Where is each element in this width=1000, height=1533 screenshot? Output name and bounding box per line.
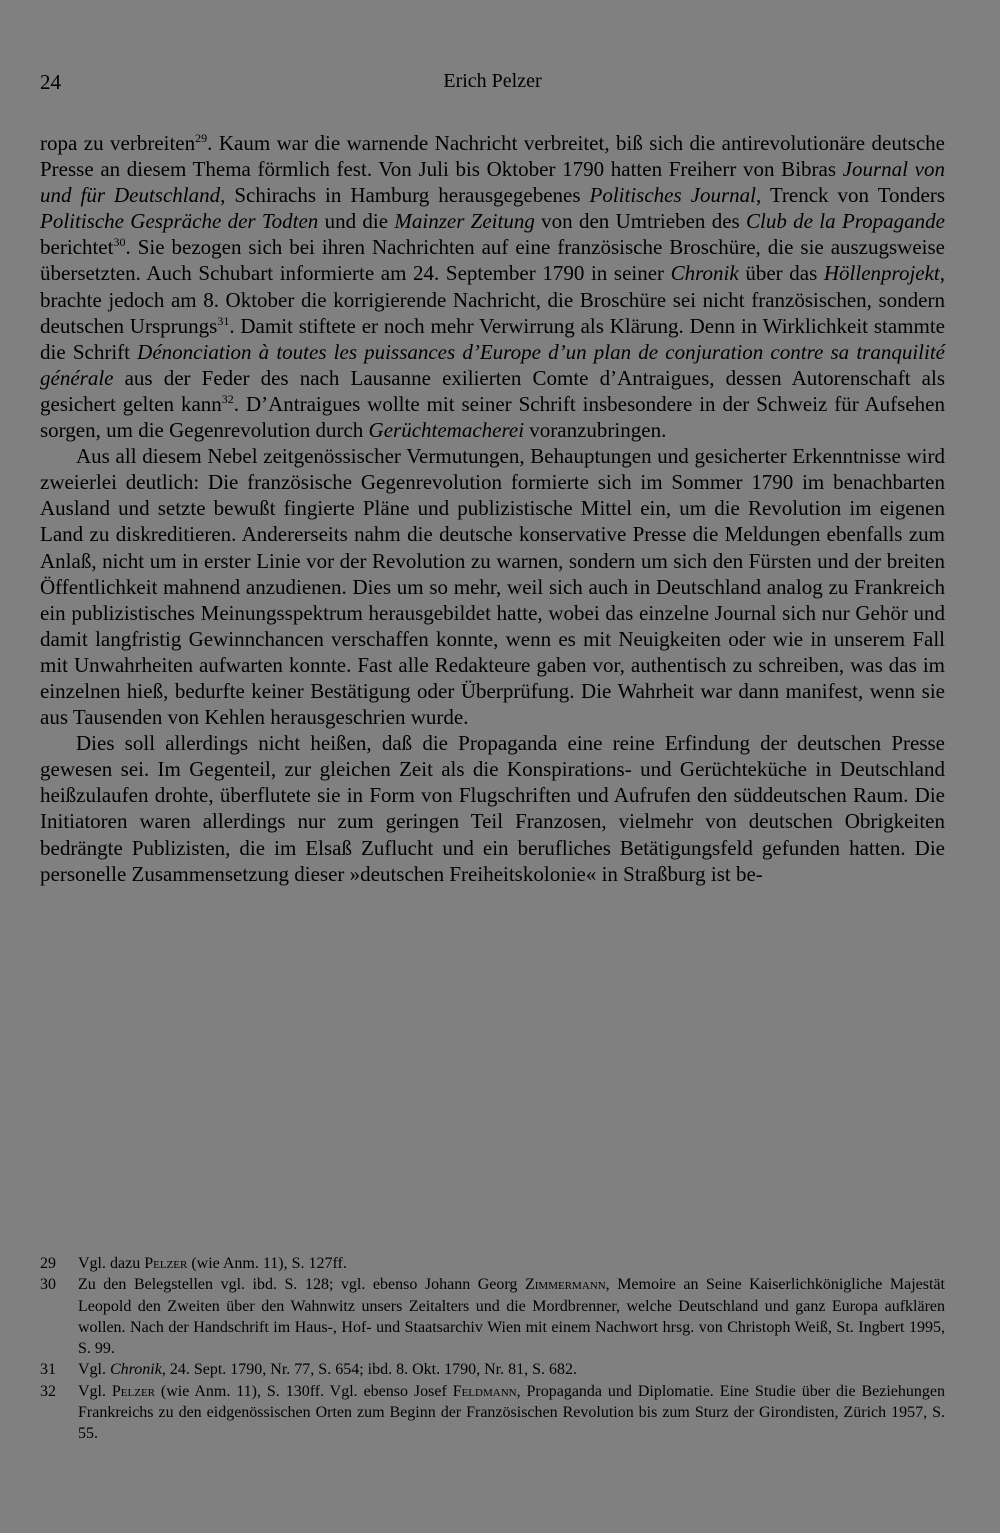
paragraph-3: Dies soll allerdings nicht heißen, daß die Propaganda eine reine Erfindung der deutschen Presse gewesen sei. Im Gegenteil, zur gleichen Zeit als die Konspirations- und Gerüchteküche in Deutschland heißzulaufen drohte, überflutete sie in Form von Flugschriften und Aufrufen den süddeutschen Raum. Die Initiatoren waren allerdings nur zum geringen Teil Franzosen, vielmehr von deutschen Obrigkeiten bedrängte Publizisten, die im Elsaß Zuflucht und ein berufliches Betätigungsfeld gefunden hatten. Die personelle Zusammensetzung dieser »deutschen Freiheitskolonie« in Straßburg ist be-	[40, 731, 945, 886]
italic-title: Club de la Propagande	[746, 209, 945, 234]
text-run: , 24. Sept. 1790, Nr. 77, S. 654; ibd. 8. Okt. 1790, Nr. 81, S. 682.	[161, 1361, 577, 1379]
text-run: Zu den Belegstellen vgl. ibd. S. 128; vgl. ebenso Johann Georg	[78, 1276, 525, 1294]
text-run: Vgl.	[78, 1361, 110, 1379]
text-run: , Schirachs in Hamburg herausgegebenes	[220, 183, 590, 208]
text-run: , Trenck von Tonders	[755, 183, 945, 208]
text-run: von den Umtrieben des	[534, 209, 747, 234]
author-name: Feldmann	[452, 1382, 517, 1400]
text-run: . D’Antraigues wollte mit seiner Schrift insbesondere in der Schweiz für Aufsehen sorgen, um die Gegenrevolution durch	[40, 391, 945, 443]
footnote-ref-32: 32	[221, 391, 234, 406]
footnote-text	[78, 1253, 945, 1274]
paragraph-1	[40, 130, 945, 443]
italic-title: Dénonciation à toutes les puissances d’Europe d’un plan de conjuration contre sa tranquilité générale	[40, 339, 945, 390]
text-run: berichtet	[40, 235, 114, 260]
italic-title: Höllenprojekt	[823, 261, 940, 286]
text-run: ropa zu verbreiten	[40, 131, 196, 155]
footnote-29	[40, 1253, 945, 1274]
text-run: , brachte jedoch am 8. Oktober die korrigierende Nachricht, die Broschüre sei nicht französischen, sondern deutschen Ursprungs	[40, 261, 945, 338]
page-number: 24	[40, 70, 61, 94]
text-run: . Damit stiftete er noch mehr Verwirrung als Klärung. Denn in Wirklichkeit stammte die Schrift	[40, 313, 946, 364]
author-name: Pelzer	[111, 1382, 156, 1400]
text-run: , Memoire an Seine Kaiserlichkönigliche Majestät Leopold den Zweiten über den Wahnwitz unsers Zeitalters und die Mordbrenner, welche Deutschland und ganz Europa aufklären wollen. Nach der Handschrift im Haus-, Hof- und Staatsarchiv Wien mit einem Nachwort hrsg. von Christoph Weiß, St. Ingbert 1995, S. 99.	[78, 1276, 946, 1358]
footnote-number: 31	[40, 1361, 56, 1379]
text-run: (wie Anm. 11), S. 130ff. Vgl. ebenso Josef	[155, 1382, 453, 1400]
author-name: Zimmermann	[524, 1276, 606, 1294]
footnote-32	[40, 1381, 945, 1445]
text-run: (wie Anm. 11), S. 127ff.	[187, 1255, 347, 1272]
footnote-number: 30	[40, 1276, 56, 1294]
text-run: , Propaganda und Diplomatie. Eine Studie über die Beziehungen Frankreichs zu den eidgenössischen Orten zum Beginn der Französischen Revolution bis zum Sturz der Girondisten, Zürich 1957, S. 55.	[78, 1382, 946, 1443]
text-run: voranzubringen.	[524, 418, 667, 443]
italic-title: Chronik	[110, 1361, 162, 1379]
footnote-text	[78, 1381, 945, 1445]
footnote-ref-31: 31	[217, 313, 230, 328]
text-run: . Sie bezogen sich bei ihren Nachrichten auf eine französische Broschüre, die sie auszugsweise übersetzten. Auch Schubart informierte am 24. September 1790 in seiner	[40, 235, 945, 286]
footnote-31	[40, 1359, 945, 1380]
text-run: . Kaum war die warnende Nachricht verbreitet, biß sich die antirevolutionäre deutsche Presse an diesem Thema förmlich fest. Von Juli bis Oktober 1790 hatten Freiherr von Bibras	[40, 131, 945, 182]
paragraph-2: Aus all diesem Nebel zeitgenössischer Vermutungen, Behauptungen und gesicherter Erkenntnisse wird zweierlei deutlich: Die französische Gegenrevolution formierte sich im Sommer 1790 im benachbarten Ausland und setzte bewußt fingierte Pläne und publizistische Mittel ein, um die Revolution im eigenen Land zu diskreditieren. Andererseits nahm die deutsche konservative Presse die Meldungen ebenfalls zum Anlaß, nicht um in erster Linie vor der Revolution zu warnen, sondern um sich den Fürsten und der breiten Öffentlichkeit mahnend anzudienen. Dies um so mehr, weil sich auch in Deutschland analog zu Frankreich ein publizistisches Meinungsspektrum herausgebildet hatte, wobei das einzelne Journal sich nur Gehör und damit langfristig Gewinnchancen verschaffen konnte, wenn es mit Neuigkeiten oder wie in unserem Fall mit Unwahrheiten aufwarten konnte. Fast alle Redakteure gaben vor, authentisch zu schreiben, was das im einzelnen hieß, bedurfte keiner Bestätigung oder Überprüfung. Die Wahrheit war dann manifest, wenn sie aus Tausenden von Kehlen herausgeschrien wurde.	[40, 444, 945, 730]
footnote-number: 29	[40, 1255, 56, 1272]
footnote-ref-29: 29	[195, 131, 208, 145]
text-run: aus der Feder des nach Lausanne exilierten Comte d’Antraigues, dessen Autorenschaft als gesichert gelten kann	[40, 365, 945, 416]
author-name: Pelzer	[144, 1255, 188, 1272]
page-header	[40, 70, 945, 106]
text-run: über das	[738, 261, 824, 286]
running-head: Erich Pelzer	[443, 70, 542, 92]
italic-title: Mainzer Zeitung	[394, 209, 535, 234]
italic-term: Gerüchtemacherei	[368, 418, 525, 443]
text-run: Vgl.	[78, 1382, 112, 1400]
body-text	[40, 130, 945, 887]
italic-title: Chronik	[670, 261, 739, 286]
italic-title: Journal von und für Deutschland	[40, 157, 945, 208]
footnote-30	[40, 1274, 945, 1359]
italic-title: Politische Gespräche der Todten	[40, 209, 319, 234]
footnote-ref-30: 30	[113, 235, 126, 250]
text-run: Vgl. dazu	[78, 1255, 145, 1272]
italic-title: Politisches Journal	[589, 183, 756, 208]
footnote-text	[78, 1274, 945, 1359]
text-run: und die	[318, 209, 395, 234]
footnotes	[40, 1253, 945, 1445]
footnote-number: 32	[40, 1382, 56, 1400]
footnote-text	[78, 1359, 945, 1380]
